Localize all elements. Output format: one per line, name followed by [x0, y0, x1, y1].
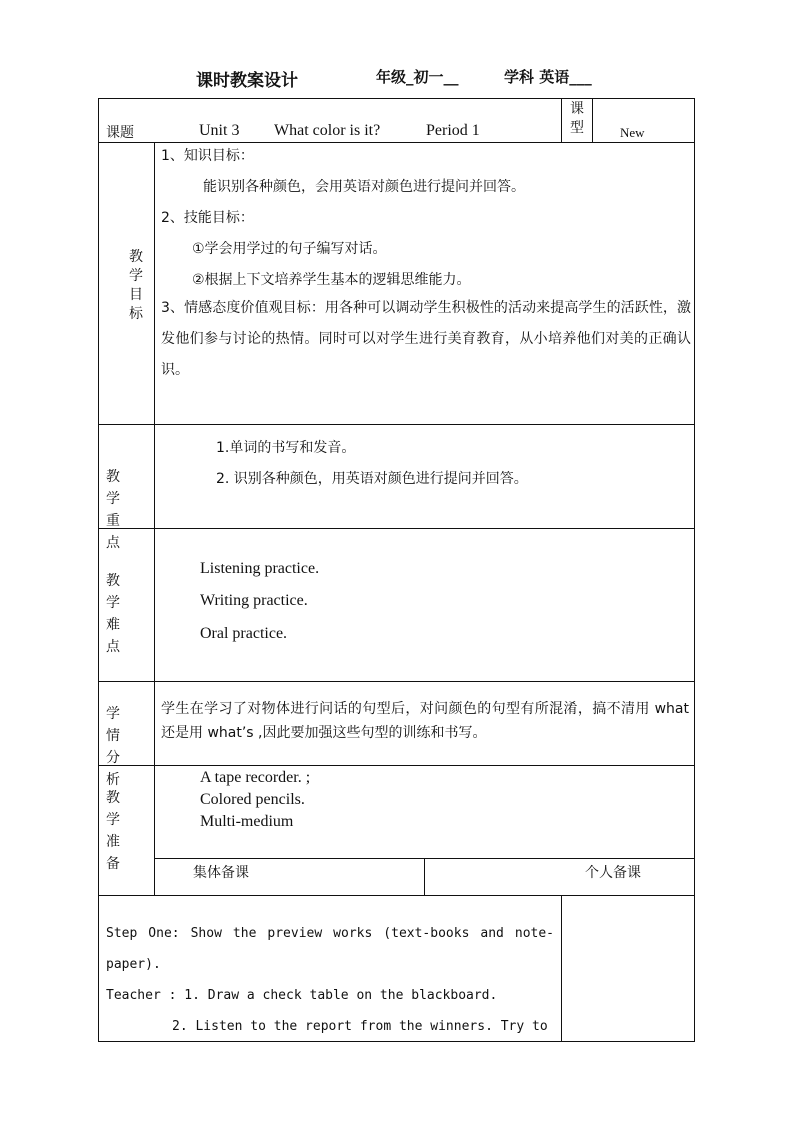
table-border-left — [98, 98, 99, 1042]
knowledge-objective-title: 1、知识目标： — [161, 148, 254, 164]
skill-objective-item: ②根据上下文培养学生基本的逻辑思维能力。 — [192, 272, 471, 288]
skill-objective-title: 2、技能目标： — [161, 210, 254, 226]
lesson-topic: What color is it? — [274, 122, 381, 139]
knowledge-objective-text: 能识别各种颜色，会用英语对颜色进行提问并回答。 — [203, 179, 525, 195]
unit-number: Unit 3 — [199, 122, 240, 139]
personal-prep-header: 个人备课 — [585, 865, 641, 881]
lesson-type-value: New — [620, 125, 645, 140]
preparation-item: A tape recorder. ; — [200, 769, 311, 786]
analysis-label: 学 情 分 析 — [106, 706, 130, 788]
difficulty-item: Oral practice. — [200, 625, 288, 642]
table-border-bottom — [98, 1041, 695, 1042]
lesson-topic-label: 课题 — [106, 125, 134, 141]
skill-objective-item: ①学会用学过的句子编写对话。 — [192, 241, 387, 257]
key-points-label: 教 学 重 点 — [106, 469, 130, 551]
row-divider — [155, 858, 695, 859]
step-one-text: Step One: Show the preview works (text-books and note-paper). — [106, 926, 554, 972]
cell-divider — [592, 98, 593, 143]
teacher-step-text: Teacher : 1. Draw a check table on the blackboard. — [106, 988, 498, 1003]
key-point-item: 1.单词的书写和发音。 — [216, 440, 356, 456]
cell-divider — [561, 895, 562, 1042]
table-border-top — [98, 98, 695, 99]
row-divider — [98, 424, 695, 425]
document-title: 课时教案设计 — [196, 71, 298, 91]
row-divider — [98, 895, 695, 896]
label-column-divider — [154, 142, 155, 896]
row-divider — [98, 528, 695, 529]
teacher-step-text: 2. Listen to the report from the winners. Try to — [172, 1019, 548, 1034]
objectives-label: 教学目标 — [129, 249, 143, 322]
preparation-item: Multi-medium — [200, 813, 294, 830]
difficulties-label: 教 学 难 点 — [106, 573, 130, 655]
document-header — [0, 66, 794, 94]
difficulty-item: Listening practice. — [200, 560, 320, 577]
group-prep-header: 集体备课 — [193, 865, 249, 881]
lesson-period: Period 1 — [426, 122, 480, 139]
table-border-right — [694, 98, 695, 1042]
cell-divider — [424, 858, 425, 896]
lesson-type-label: 课型 — [570, 101, 584, 136]
emotion-objective-text: 3、情感态度价值观目标：用各种可以调动学生积极性的活动来提高学生的活跃性，激发他们参与讨论的热情。同时可以对学生进行美育教育，从小培养他们对美的正确认识。 — [161, 300, 691, 378]
subject-field: 学科 英语___ — [504, 68, 592, 86]
row-divider — [98, 765, 695, 766]
row-divider — [98, 681, 695, 682]
row-divider — [98, 142, 695, 143]
preparation-item: Colored pencils. — [200, 791, 305, 808]
grade-field: 年级_初一__ — [376, 68, 459, 86]
cell-divider — [561, 98, 562, 143]
analysis-text: 学生在学习了对物体进行问话的句型后，对问颜色的句型有所混淆，搞不清用 what 还是用 what’s ,因此要加强这些句型的训练和书写。 — [161, 701, 689, 741]
key-point-item: 2. 识别各种颜色，用英语对颜色进行提问并回答。 — [216, 471, 528, 487]
difficulty-item: Writing practice. — [200, 592, 308, 609]
preparation-label: 教 学 准 备 — [106, 790, 130, 872]
